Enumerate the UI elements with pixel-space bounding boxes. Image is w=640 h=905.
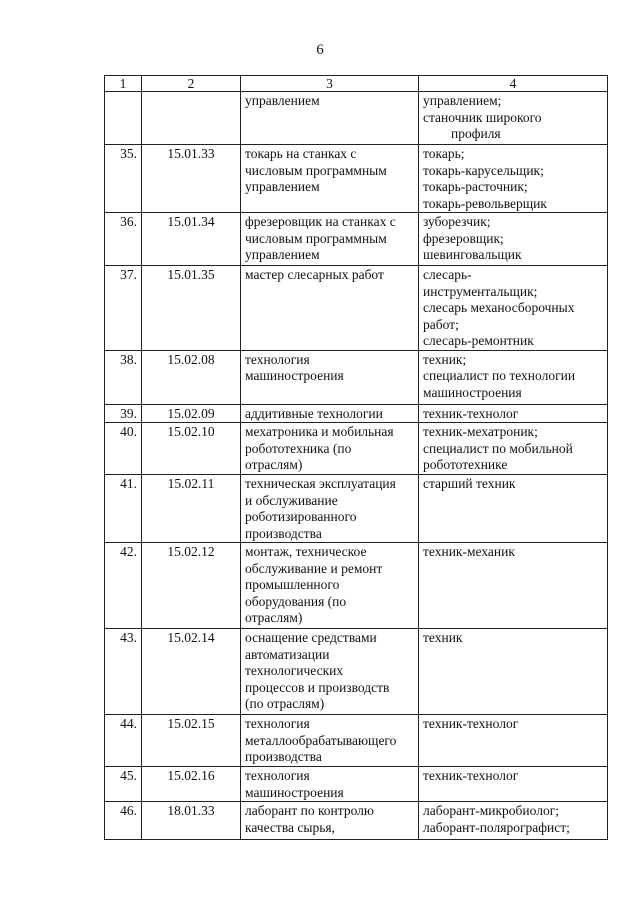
row-number: 41.: [105, 475, 142, 543]
table-header-row: [105, 76, 608, 92]
specialty-code: 15.01.34: [142, 213, 241, 266]
page-number: 6: [316, 42, 324, 58]
specialty-name: технология металлообрабатывающего производства: [241, 715, 419, 767]
qualification-list: техник-технолог: [419, 715, 608, 767]
specialty-code: 15.01.33: [142, 145, 241, 213]
qualification-list: слесарь- инструментальщик; слесарь механосборочных работ; слесарь-ремонтник: [419, 266, 608, 351]
specialty-code: 15.02.15: [142, 715, 241, 767]
qualification-list: токарь; токарь-карусельщик; токарь-расточник; токарь-револьверщик: [419, 145, 608, 213]
column-header-1: 1: [105, 76, 142, 92]
table-row: [105, 629, 608, 715]
specialty-name: аддитивные технологии: [241, 404, 419, 423]
table-row: [105, 715, 608, 767]
row-number: 45.: [105, 767, 142, 802]
specialty-code: 15.02.09: [142, 404, 241, 423]
qualification-list: техник-механик: [419, 543, 608, 629]
specialty-code: 15.02.12: [142, 543, 241, 629]
specialty-code: 18.01.33: [142, 802, 241, 840]
table-row: [105, 404, 608, 423]
qualification-list: техник-технолог: [419, 767, 608, 802]
table-row: [105, 145, 608, 213]
row-number: 42.: [105, 543, 142, 629]
row-number: 44.: [105, 715, 142, 767]
row-number: 40.: [105, 423, 142, 475]
table-row: [105, 475, 608, 543]
row-number: 35.: [105, 145, 142, 213]
qualification-list: техник: [419, 629, 608, 715]
professions-table: [104, 75, 608, 840]
specialty-name: мастер слесарных работ: [241, 266, 419, 351]
specialty-name: фрезеровщик на станках с числовым программным управлением: [241, 213, 419, 266]
row-number: [105, 92, 142, 145]
column-header-3: 3: [241, 76, 419, 92]
specialty-code: 15.02.11: [142, 475, 241, 543]
table-row: [105, 802, 608, 840]
column-header-2: 2: [142, 76, 241, 92]
specialty-code: 15.02.08: [142, 350, 241, 404]
qualification-list: управлением; станочник широкого профиля: [419, 92, 608, 145]
qualification-list: техник-мехатроник; специалист по мобильной робототехнике: [419, 423, 608, 475]
specialty-code: 15.02.14: [142, 629, 241, 715]
row-number: 39.: [105, 404, 142, 423]
table-row: [105, 266, 608, 351]
column-header-4: 4: [419, 76, 608, 92]
row-number: 37.: [105, 266, 142, 351]
table-row: [105, 423, 608, 475]
row-number: 43.: [105, 629, 142, 715]
specialty-code: 15.01.35: [142, 266, 241, 351]
qualification-list: техник-технолог: [419, 404, 608, 423]
specialty-code: [142, 92, 241, 145]
qualification-list: старший техник: [419, 475, 608, 543]
specialty-name: лаборант по контролю качества сырья,: [241, 802, 419, 840]
table-row: [105, 767, 608, 802]
specialty-name: мехатроника и мобильная робототехника (по отраслям): [241, 423, 419, 475]
specialty-name: токарь на станках с числовым программным управлением: [241, 145, 419, 213]
specialty-name: монтаж, техническое обслуживание и ремонт промышленного оборудования (по отраслям): [241, 543, 419, 629]
specialty-name: управлением: [241, 92, 419, 145]
specialty-name: оснащение средствами автоматизации технологических процессов и производств (по отраслям): [241, 629, 419, 715]
specialty-code: 15.02.16: [142, 767, 241, 802]
table-row: [105, 213, 608, 266]
qualification-list: зуборезчик; фрезеровщик; шевинговальщик: [419, 213, 608, 266]
row-number: 46.: [105, 802, 142, 840]
qualification-list: лаборант-микробиолог; лаборант-полярографист;: [419, 802, 608, 840]
table-row: [105, 92, 608, 145]
table-row: [105, 543, 608, 629]
qualification-list: техник; специалист по технологии машиностроения: [419, 350, 608, 404]
row-number: 38.: [105, 350, 142, 404]
specialty-name: техническая эксплуатация и обслуживание роботизированного производства: [241, 475, 419, 543]
table-row: [105, 350, 608, 404]
specialty-name: технология машиностроения: [241, 767, 419, 802]
specialty-code: 15.02.10: [142, 423, 241, 475]
specialty-name: технология машиностроения: [241, 350, 419, 404]
row-number: 36.: [105, 213, 142, 266]
